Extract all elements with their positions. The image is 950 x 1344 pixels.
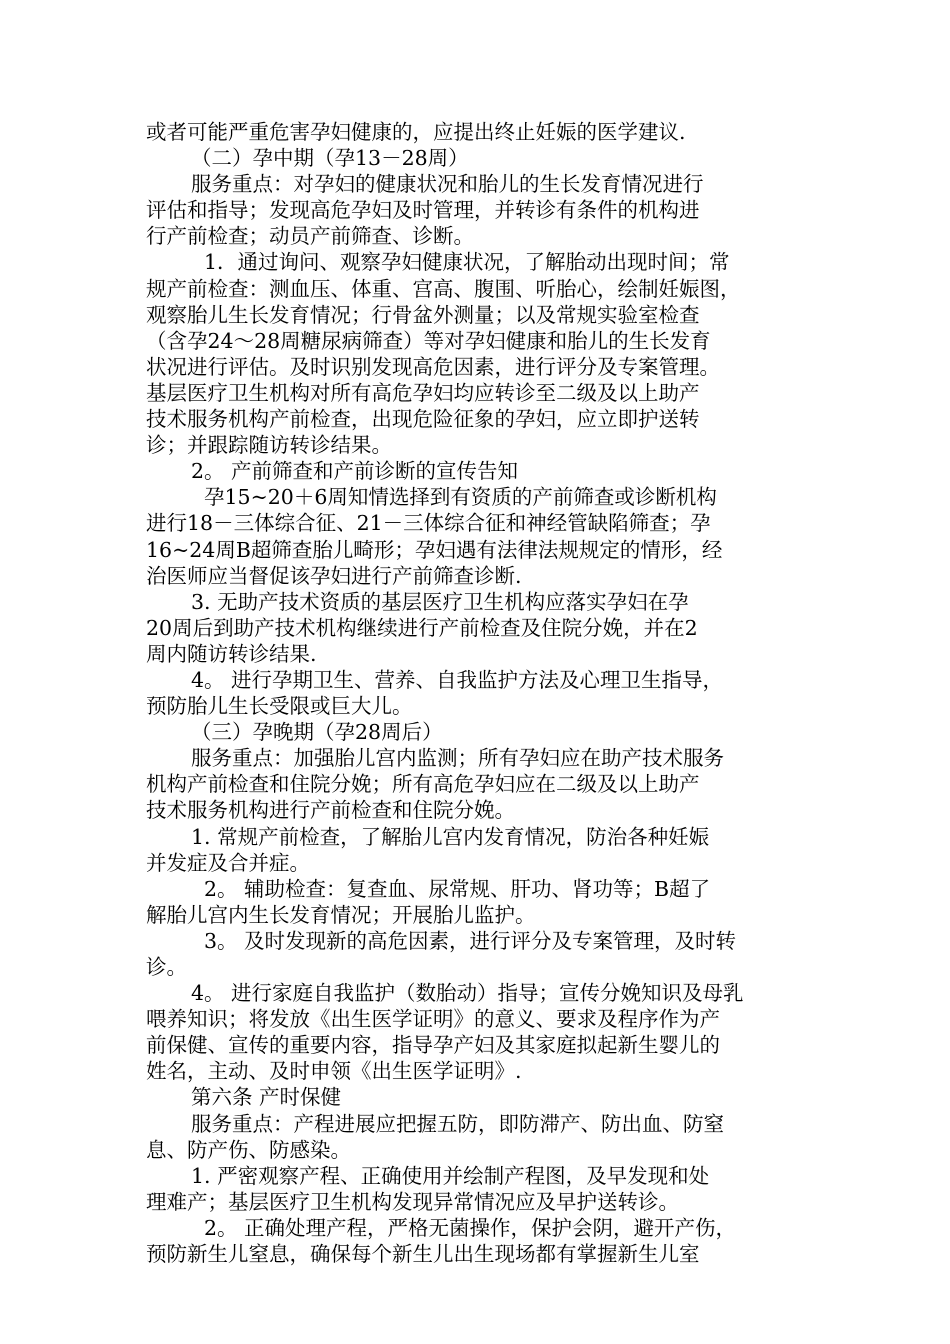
article-heading-delivery-care: 第六条 产时保健 xyxy=(191,1085,342,1110)
text-line: 服务重点：对孕妇的健康状况和胎儿的生长发育情况进行 xyxy=(191,172,704,197)
text-line: 前保健、宣传的重要内容，指导孕产妇及其家庭拟起新生婴儿的 xyxy=(146,1033,720,1058)
text-line: 状况进行评估。及时识别发现高危因素，进行评分及专案管理。 xyxy=(146,354,720,379)
text-line: 周内随访转诊结果. xyxy=(146,641,317,666)
text-line: （含孕24～28周糖尿病筛查）等对孕妇健康和胎儿的生长发育 xyxy=(146,328,711,353)
body-text xyxy=(146,119,814,1267)
text-line: 息、防产伤、防感染。 xyxy=(146,1137,351,1162)
section-heading-late-pregnancy: （三）孕晚期（孕28周后） xyxy=(191,720,443,745)
text-line: 1．通过询问、观察孕妇健康状况，了解胎动出现时间；常 xyxy=(204,250,730,275)
text-line: 解胎儿宫内生长发育情况；开展胎儿监护。 xyxy=(146,902,536,927)
text-line: 规产前检查：测血压、体重、宫高、腹围、听胎心，绘制妊娠图， xyxy=(146,276,741,301)
text-line: 2。 正确处理产程，严格无菌操作，保护会阴，避开产伤， xyxy=(204,1215,737,1240)
text-line: 4。 进行孕期卫生、营养、自我监护方法及心理卫生指导， xyxy=(191,667,724,692)
text-line: 机构产前检查和住院分娩；所有高危孕妇应在二级及以上助产 xyxy=(146,772,700,797)
text-line: 基层医疗卫生机构对所有高危孕妇均应转诊至二级及以上助产 xyxy=(146,380,700,405)
text-line: 进行18－三体综合征、21－三体综合征和神经管缺陷筛查；孕 xyxy=(146,511,711,536)
text-line: 1. 严密观察产程、正确使用并绘制产程图，及早发现和处 xyxy=(191,1163,710,1188)
text-line: 观察胎儿生长发育情况；行骨盆外测量；以及常规实验室检查 xyxy=(146,302,700,327)
text-line: 并发症及合并症。 xyxy=(146,850,310,875)
text-line: 技术服务机构产前检查，出现危险征象的孕妇，应立即护送转 xyxy=(146,407,700,432)
text-line: 预防新生儿窒息，确保每个新生儿出生现场都有掌握新生儿室 xyxy=(146,1242,700,1267)
text-line: 服务重点：加强胎儿宫内监测；所有孕妇应在助产技术服务 xyxy=(191,746,724,771)
text-line: 诊；并跟踪随访转诊结果。 xyxy=(146,433,392,458)
text-line: 服务重点：产程进展应把握五防，即防滞产、防出血、防窒 xyxy=(191,1111,724,1136)
text-line: 16~24周B超筛查胎儿畸形；孕妇遇有法律法规规定的情形，经 xyxy=(146,537,723,562)
section-heading-mid-pregnancy: （二）孕中期（孕13－28周） xyxy=(191,146,469,171)
text-line: 孕15~20＋6周知情选择到有资质的产前筛查或诊断机构 xyxy=(204,485,717,510)
text-line: 或者可能严重危害孕妇健康的，应提出终止妊娠的医学建议. xyxy=(146,120,686,144)
text-line: 3。 及时发现新的高危因素，进行评分及专案管理，及时转 xyxy=(204,928,737,953)
text-line: 行产前检查；动员产前筛查、诊断。 xyxy=(146,224,474,249)
text-line: 20周后到助产技术机构继续进行产前检查及住院分娩，并在2 xyxy=(146,615,698,640)
text-line: 治医师应当督促该孕妇进行产前筛查诊断. xyxy=(146,563,522,588)
text-line: 预防胎儿生长受限或巨大儿。 xyxy=(146,694,413,719)
text-line: 诊。 xyxy=(146,955,187,979)
text-line: 2。 辅助检查：复查血、尿常规、肝功、肾功等；B超了 xyxy=(204,876,711,901)
text-line: 4。 进行家庭自我监护（数胎动）指导；宣传分娩知识及母乳 xyxy=(191,981,744,1006)
text-line: 评估和指导；发现高危孕妇及时管理，并转诊有条件的机构进 xyxy=(146,198,700,223)
text-line: 姓名，主动、及时申领《出生医学证明》. xyxy=(146,1059,522,1084)
text-line: 喂养知识；将发放《出生医学证明》的意义、要求及程序作为产 xyxy=(146,1007,720,1032)
text-line: 2。 产前筛查和产前诊断的宣传告知 xyxy=(191,459,519,484)
text-line: 技术服务机构进行产前检查和住院分娩。 xyxy=(146,798,515,823)
text-line: 理难产；基层医疗卫生机构发现异常情况应及早护送转诊。 xyxy=(146,1189,679,1214)
text-line: 3. 无助产技术资质的基层医疗卫生机构应落实孕妇在孕 xyxy=(191,589,689,614)
text-line: 1. 常规产前检查，了解胎儿宫内发育情况，防治各种妊娠 xyxy=(191,824,710,849)
